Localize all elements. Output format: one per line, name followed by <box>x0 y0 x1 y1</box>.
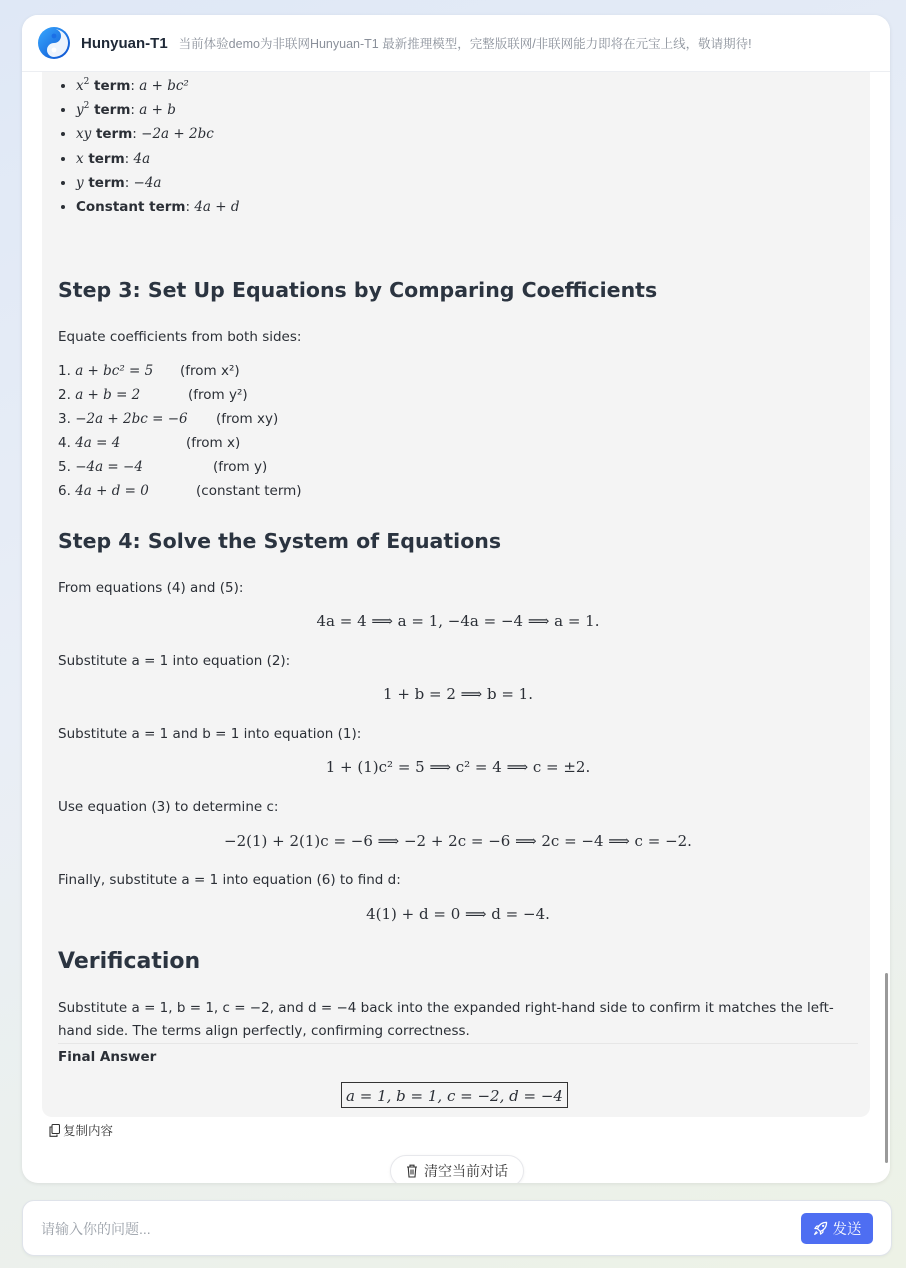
copy-label: 复制内容 <box>63 1124 114 1138</box>
chat-card <box>22 15 890 1183</box>
input-bar <box>22 1200 892 1256</box>
clear-conversation-button[interactable] <box>390 1155 524 1183</box>
equations-list <box>58 359 302 503</box>
app-header <box>22 15 890 72</box>
list-item: • $y^2$ term: a + b <box>76 98 240 122</box>
verification-heading: Verification <box>58 949 201 974</box>
step4-paragraph-4: Use equation (3) to determine c: <box>58 799 279 815</box>
step3-intro: Equate coefficients from both sides: <box>58 329 302 345</box>
send-label: 发送 <box>832 1222 862 1238</box>
list-item: 1. a + bc² = 5 (from x²) <box>58 363 240 379</box>
list-item: • xy term: −2a + 2bc <box>76 122 240 146</box>
display-equation-2: 1 + b = 2 ⟹ b = 1. <box>383 685 533 703</box>
final-answer-label: Final Answer <box>58 1049 157 1065</box>
divider <box>58 1043 858 1044</box>
list-item: • y term: −4a <box>76 171 240 195</box>
step4-paragraph-1: From equations (4) and (5): <box>58 580 244 596</box>
app-title: Hunyuan-T1 <box>81 34 168 52</box>
list-item: 4. 4a = 4 (from x) <box>58 435 241 451</box>
list-item: 5. −4a = −4 (from y) <box>58 459 268 475</box>
content-scrollbar[interactable] <box>885 973 888 1163</box>
trash-icon <box>406 1164 418 1178</box>
copy-icon <box>49 1124 60 1137</box>
question-input[interactable] <box>39 1216 783 1242</box>
rocket-icon <box>813 1221 828 1236</box>
hunyuan-logo-icon <box>37 26 71 60</box>
header-notice: 当前体验demo为非联网Hunyuan-T1 最新推理模型，完整版联网/非联网能力即将在元宝上线，敬请期待! <box>178 37 752 51</box>
display-equation-3: 1 + (1)c² = 5 ⟹ c² = 4 ⟹ c = ±2. <box>325 758 591 776</box>
step4-paragraph-3: Substitute a = 1 and b = 1 into equation (1): <box>58 726 362 742</box>
send-button[interactable] <box>801 1213 873 1244</box>
list-item: • $x^2$ term: a + bc² <box>76 74 240 98</box>
final-answer-box: a = 1, b = 1, c = −2, d = −4 <box>341 1082 568 1108</box>
clear-label: 清空当前对话 <box>424 1163 508 1179</box>
assistant-message <box>42 15 870 1117</box>
step3-heading: Step 3: Set Up Equations by Comparing Coefficients <box>58 278 658 302</box>
display-equation-1: 4a = 4 ⟹ a = 1, −4a = −4 ⟹ a = 1. <box>316 612 600 630</box>
list-item: • Constant term: 4a + d <box>76 195 240 219</box>
coefficient-terms-list <box>58 74 240 219</box>
verification-paragraph: Substitute a = 1, b = 1, c = −2, and d = −4 back into the expanded right-hand side to confirm it matches the left-hand side. The terms align perfectly, confirming correctness. <box>58 1000 834 1039</box>
step4-paragraph-5: Finally, substitute a = 1 into equation (6) to find d: <box>58 872 401 888</box>
list-item: 3. −2a + 2bc = −6 (from xy) <box>58 411 279 427</box>
copy-content-button[interactable] <box>49 1121 113 1139</box>
step4-heading: Step 4: Solve the System of Equations <box>58 529 502 553</box>
step4-paragraph-2: Substitute a = 1 into equation (2): <box>58 653 291 669</box>
list-item: 6. 4a + d = 0 (constant term) <box>58 483 302 499</box>
display-equation-5: 4(1) + d = 0 ⟹ d = −4. <box>366 905 550 923</box>
display-equation-4: −2(1) + 2(1)c = −6 ⟹ −2 + 2c = −6 ⟹ 2c = −4 ⟹ c = −2. <box>224 832 692 850</box>
list-item: 2. a + b = 2 (from y²) <box>58 387 248 403</box>
list-item: • x term: 4a <box>76 147 240 171</box>
